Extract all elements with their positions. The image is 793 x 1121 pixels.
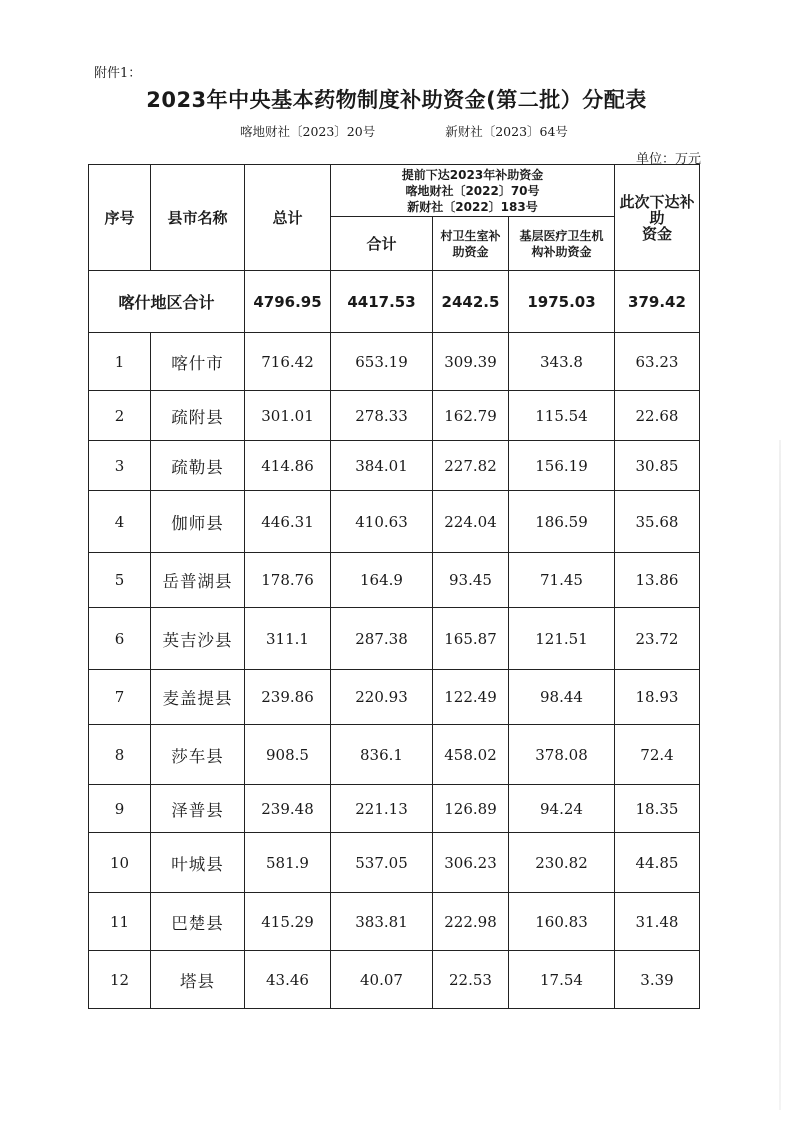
document-numbers	[240, 122, 568, 140]
cell-name: 麦盖提县	[151, 670, 245, 725]
cell-seq: 5	[89, 553, 151, 608]
cell-subtotal: 40.07	[331, 951, 433, 1009]
cell-name: 伽师县	[151, 491, 245, 553]
unit-label: 单位：万元	[635, 152, 701, 167]
cell-name: 叶城县	[151, 833, 245, 893]
cell-primary: 343.8	[509, 333, 615, 391]
cell-primary: 121.51	[509, 608, 615, 670]
scan-edge-line	[779, 440, 781, 1110]
header-county: 县市名称	[151, 165, 245, 271]
table-row	[89, 553, 700, 608]
allocation-table	[88, 164, 700, 1009]
cell-current: 30.85	[615, 441, 700, 491]
cell-seq: 6	[89, 608, 151, 670]
header-subtotal: 合计	[331, 217, 433, 271]
cell-seq: 7	[89, 670, 151, 725]
cell-village: 224.04	[433, 491, 509, 553]
cell-village: 162.79	[433, 391, 509, 441]
cell-total: 311.1	[245, 608, 331, 670]
cell-current: 72.4	[615, 725, 700, 785]
header-advance-line1: 提前下达2023年补助资金	[401, 167, 544, 182]
cell-village: 165.87	[433, 608, 509, 670]
total-row	[89, 271, 700, 333]
header-current-line2: 资金	[641, 224, 672, 243]
cell-total: 239.48	[245, 785, 331, 833]
data-rows	[89, 333, 700, 1009]
cell-village: 227.82	[433, 441, 509, 491]
cell-subtotal: 220.93	[331, 670, 433, 725]
total-row-primary: 1975.03	[509, 271, 615, 333]
cell-subtotal: 836.1	[331, 725, 433, 785]
total-row-village: 2442.5	[433, 271, 509, 333]
cell-primary: 98.44	[509, 670, 615, 725]
table-row	[89, 491, 700, 553]
cell-name: 疏附县	[151, 391, 245, 441]
header-current-funds	[615, 165, 700, 271]
cell-seq: 2	[89, 391, 151, 441]
cell-total: 581.9	[245, 833, 331, 893]
total-row-current: 379.42	[615, 271, 700, 333]
cell-subtotal: 537.05	[331, 833, 433, 893]
cell-village: 306.23	[433, 833, 509, 893]
header-total: 总计	[245, 165, 331, 271]
cell-name: 喀什市	[151, 333, 245, 391]
total-row-subtotal: 4417.53	[331, 271, 433, 333]
cell-current: 23.72	[615, 608, 700, 670]
cell-village: 126.89	[433, 785, 509, 833]
cell-current: 44.85	[615, 833, 700, 893]
header-primary-line1: 基层医疗卫生机	[519, 228, 604, 243]
cell-current: 22.68	[615, 391, 700, 441]
cell-current: 63.23	[615, 333, 700, 391]
cell-seq: 1	[89, 333, 151, 391]
table-row	[89, 893, 700, 951]
attachment-label: 附件1：	[94, 66, 142, 81]
cell-primary: 17.54	[509, 951, 615, 1009]
cell-seq: 3	[89, 441, 151, 491]
cell-current: 35.68	[615, 491, 700, 553]
cell-seq: 9	[89, 785, 151, 833]
cell-village: 22.53	[433, 951, 509, 1009]
header-seq: 序号	[89, 165, 151, 271]
cell-primary: 378.08	[509, 725, 615, 785]
total-row-total: 4796.95	[245, 271, 331, 333]
cell-total: 414.86	[245, 441, 331, 491]
cell-seq: 8	[89, 725, 151, 785]
cell-primary: 156.19	[509, 441, 615, 491]
cell-total: 239.86	[245, 670, 331, 725]
cell-seq: 12	[89, 951, 151, 1009]
cell-subtotal: 278.33	[331, 391, 433, 441]
table-row	[89, 608, 700, 670]
page-title: 2023年中央基本药物制度补助资金(第二批）分配表	[146, 88, 647, 112]
total-row-name: 喀什地区合计	[89, 271, 245, 333]
header-advance-line3: 新财社〔2022〕183号	[407, 199, 538, 214]
header-village-line1: 村卫生室补	[440, 228, 501, 243]
cell-total: 908.5	[245, 725, 331, 785]
cell-total: 43.46	[245, 951, 331, 1009]
cell-current: 31.48	[615, 893, 700, 951]
cell-name: 岳普湖县	[151, 553, 245, 608]
cell-village: 122.49	[433, 670, 509, 725]
table-row	[89, 785, 700, 833]
cell-total: 301.01	[245, 391, 331, 441]
doc-number-prefecture: 喀地财社〔2023〕20号	[240, 124, 376, 139]
header-current-line1: 此次下达补助	[619, 192, 695, 227]
cell-current: 18.93	[615, 670, 700, 725]
table-row	[89, 333, 700, 391]
cell-name: 巴楚县	[151, 893, 245, 951]
cell-village: 458.02	[433, 725, 509, 785]
cell-total: 178.76	[245, 553, 331, 608]
cell-seq: 4	[89, 491, 151, 553]
header-row-top	[89, 165, 700, 217]
cell-name: 英吉沙县	[151, 608, 245, 670]
cell-primary: 230.82	[509, 833, 615, 893]
table-row	[89, 441, 700, 491]
cell-primary: 71.45	[509, 553, 615, 608]
cell-village: 222.98	[433, 893, 509, 951]
table-row	[89, 391, 700, 441]
table-row	[89, 951, 700, 1009]
cell-current: 18.35	[615, 785, 700, 833]
table-row	[89, 833, 700, 893]
cell-seq: 11	[89, 893, 151, 951]
cell-subtotal: 221.13	[331, 785, 433, 833]
cell-village: 93.45	[433, 553, 509, 608]
cell-current: 3.39	[615, 951, 700, 1009]
table-row	[89, 725, 700, 785]
cell-name: 疏勒县	[151, 441, 245, 491]
cell-name: 塔县	[151, 951, 245, 1009]
header-primary-funds	[509, 217, 615, 271]
cell-primary: 94.24	[509, 785, 615, 833]
header-village-funds	[433, 217, 509, 271]
cell-primary: 160.83	[509, 893, 615, 951]
cell-subtotal: 383.81	[331, 893, 433, 951]
cell-subtotal: 653.19	[331, 333, 433, 391]
cell-total: 716.42	[245, 333, 331, 391]
cell-name: 泽普县	[151, 785, 245, 833]
cell-subtotal: 164.9	[331, 553, 433, 608]
cell-current: 13.86	[615, 553, 700, 608]
header-primary-line2: 构补助资金	[531, 244, 592, 259]
header-village-line2: 助资金	[452, 244, 489, 259]
cell-name: 莎车县	[151, 725, 245, 785]
header-advance-funds	[331, 165, 615, 217]
doc-number-region: 新财社〔2023〕64号	[445, 124, 568, 139]
header-advance-line2: 喀地财社〔2022〕70号	[405, 183, 540, 198]
cell-subtotal: 384.01	[331, 441, 433, 491]
cell-total: 446.31	[245, 491, 331, 553]
cell-primary: 186.59	[509, 491, 615, 553]
cell-subtotal: 287.38	[331, 608, 433, 670]
cell-village: 309.39	[433, 333, 509, 391]
cell-total: 415.29	[245, 893, 331, 951]
table-row	[89, 670, 700, 725]
cell-seq: 10	[89, 833, 151, 893]
cell-subtotal: 410.63	[331, 491, 433, 553]
cell-primary: 115.54	[509, 391, 615, 441]
